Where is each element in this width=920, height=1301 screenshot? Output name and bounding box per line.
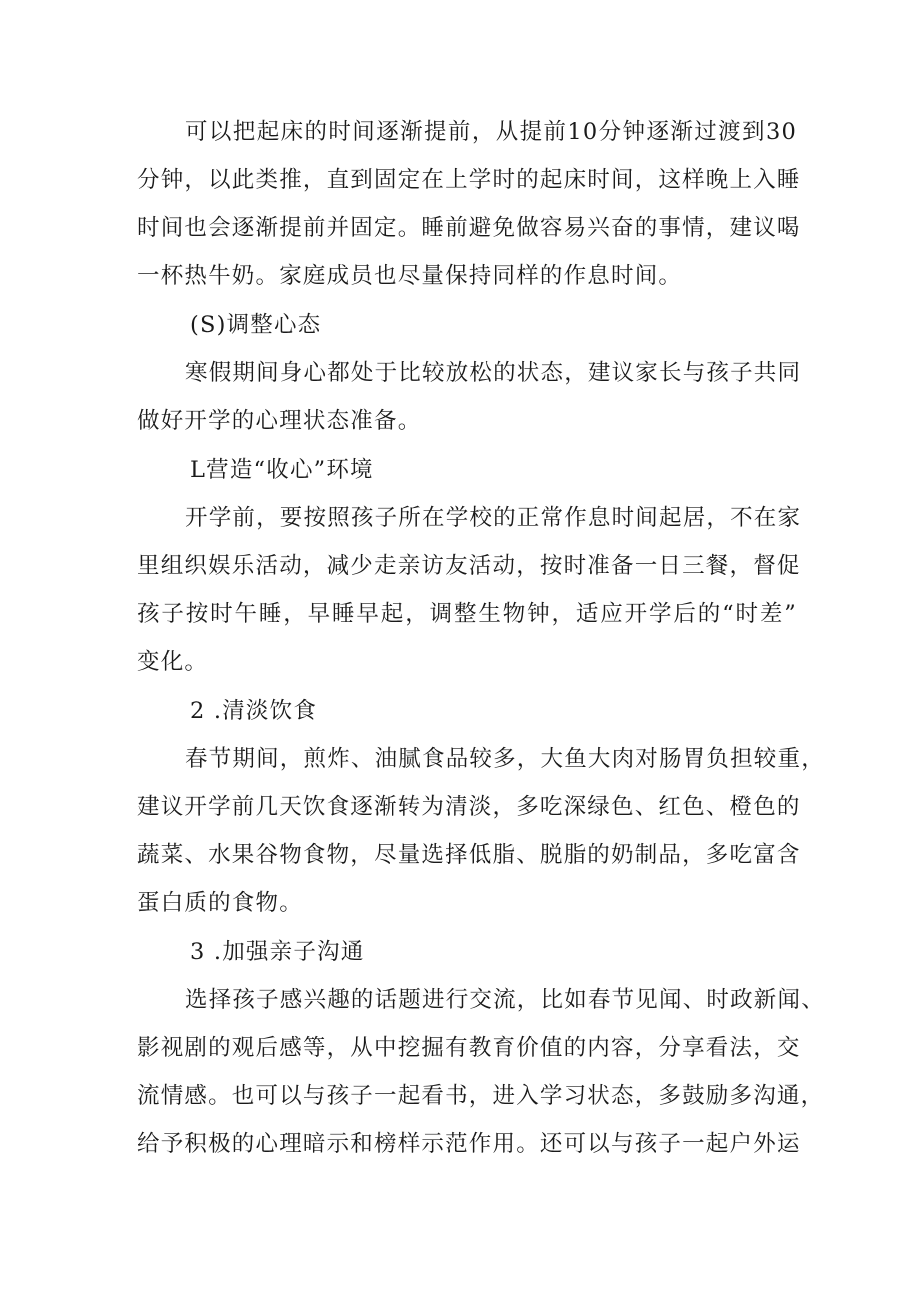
section-heading: L营造“收心”环境	[190, 457, 374, 483]
paragraph-line: 建议开学前几天饮食逐渐转为清淡，多吃深绿色、红色、橙色的	[137, 794, 801, 820]
paragraph-line: 蛋白质的食物。	[137, 890, 303, 916]
paragraph-line: 时间也会逐渐提前并固定。睡前避免做容易兴奋的事情，建议喝	[137, 215, 801, 241]
paragraph-line: 寒假期间身心都处于比较放松的状态，建议家长与孩子共同	[185, 360, 802, 386]
paragraph-line: 流情感。也可以与孩子一起看书，进入学习状态，多鼓励多沟通，	[137, 1083, 825, 1109]
paragraph-line: 蔬菜、水果谷物食物，尽量选择低脂、脱脂的奶制品，多吃富含	[137, 842, 801, 868]
paragraph-line: 里组织娱乐活动，减少走亲访友活动，按时准备一日三餐，督促	[137, 553, 801, 579]
paragraph-line: 影视剧的观后感等，从中挖掘有教育价值的内容，分享看法，交	[137, 1035, 801, 1061]
paragraph-line: 给予积极的心理暗示和榜样示范作用。还可以与孩子一起户外运	[137, 1131, 801, 1157]
paragraph-line: 选择孩子感兴趣的话题进行交流，比如春节见闻、时政新闻、	[185, 987, 825, 1013]
paragraph-line: 分钟，以此类推，直到固定在上学时的起床时间，这样晚上入睡	[137, 167, 801, 193]
paragraph-line: 春节期间，煎炸、油腻食品较多，大鱼大肉对肠胃负担较重，	[185, 746, 825, 772]
paragraph-line: 一杯热牛奶。家庭成员也尽量保持同样的作息时间。	[137, 263, 683, 289]
section-heading: 2 .清淡饮食	[190, 698, 318, 724]
paragraph-line: 孩子按时午睡，早睡早起，调整生物钟，适应开学后的“时差”	[137, 601, 797, 627]
section-heading: 3 .加强亲子沟通	[190, 939, 365, 965]
section-heading: (S)调整心态	[190, 312, 322, 338]
paragraph-line: 做好开学的心理状态准备。	[137, 408, 422, 434]
paragraph-line: 变化。	[137, 649, 209, 675]
paragraph-line: 开学前，要按照孩子所在学校的正常作息时间起居，不在家	[185, 505, 802, 531]
paragraph-line: 可以把起床的时间逐渐提前，从提前10分钟逐渐过渡到30	[185, 119, 797, 145]
